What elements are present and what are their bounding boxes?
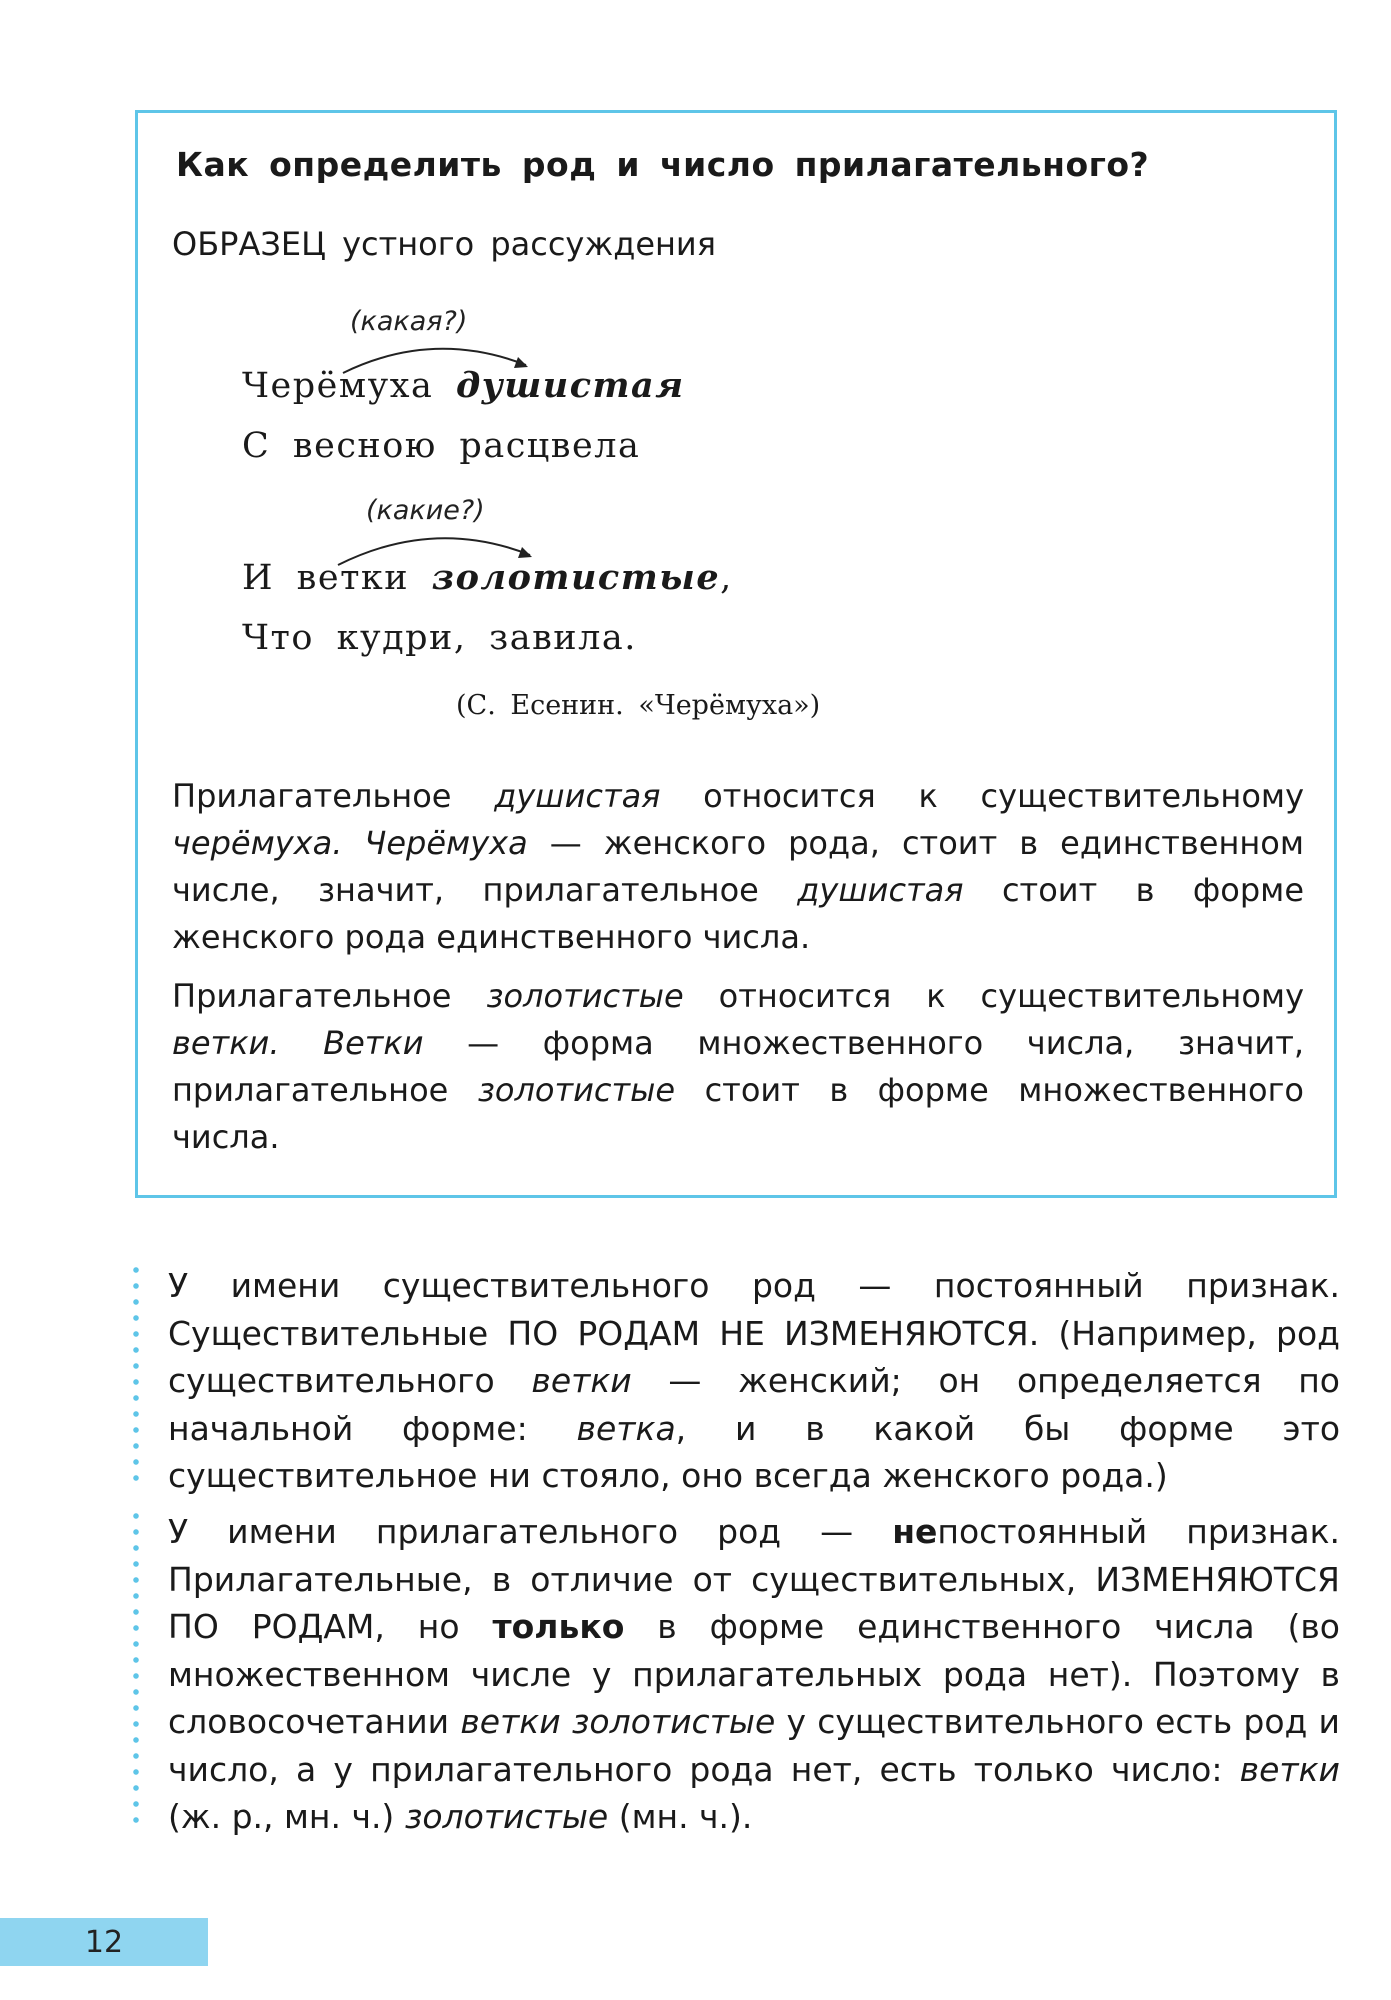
p2-italic-3: золотистые xyxy=(477,1071,676,1109)
p2-italic-1: золотистые xyxy=(486,977,684,1015)
p2-text-3: — форма множественного числа, значит, прилагательное xyxy=(172,1024,1305,1109)
p2-text-2: относится к существительному xyxy=(683,977,1304,1015)
r1-text-3: , и в какой бы форме это существительное ни стояло, оно всегда женского рода.) xyxy=(168,1408,1341,1495)
r2-text-3: в форме единственного числа (во множественном числе у прилагательных рода нет). Поэтому в словосочетании xyxy=(168,1607,1340,1741)
poem-adjective-zolotistye: золотистые xyxy=(431,557,721,598)
p1-italic-1: душистая xyxy=(494,777,661,815)
poem-line-1 xyxy=(242,365,685,406)
explanation-paragraph-2 xyxy=(172,973,1304,1161)
r1-italic-2: ветка xyxy=(576,1408,676,1448)
r2-italic-2: ветки xyxy=(1239,1749,1340,1789)
r1-text-1: У имени существительного род — постоянный признак. Существительные ПО РОДАМ НЕ ИЗМЕНЯЮТСЯ. (Например, род существительного xyxy=(168,1266,1340,1400)
r2-italic-3: золотистые xyxy=(404,1797,609,1836)
page-number: 12 xyxy=(84,1924,124,1960)
r2-text-2: постоянный признак. Прилагательные, в отличие от существительных, ИЗМЕНЯЮТСЯ ПО РОДАМ, но xyxy=(168,1512,1340,1646)
r2-text-5: (ж. р., мн. ч.) xyxy=(168,1797,405,1836)
explanation-paragraph-1 xyxy=(172,773,1304,961)
poem-line-3-comma: , xyxy=(720,558,733,598)
p1-italic-2: черёмуха. Черёмуха xyxy=(172,824,528,862)
p1-italic-3: душистая xyxy=(797,871,964,909)
p1-text-3: — женского рода, стоит в единственном числе, значит, прилагательное xyxy=(172,824,1305,909)
p2-text-4: стоит в форме множественного числа. xyxy=(172,1071,1305,1156)
rule-1-dotted-marker xyxy=(133,1262,139,1490)
poem-line-4: Что кудри, завила. xyxy=(242,618,637,658)
question-kakaya: (какая?) xyxy=(350,306,468,337)
rule-box xyxy=(135,110,1337,1198)
poem-citation: (С. Есенин. «Черёмуха») xyxy=(456,690,821,721)
rule-noun-gender xyxy=(168,1262,1340,1500)
p2-text-1: Прилагательное xyxy=(172,977,487,1015)
r1-text-2: — женский; он определяется по начальной форме: xyxy=(168,1361,1340,1448)
rule-2-dotted-marker xyxy=(133,1508,139,1830)
r2-bold-tolko: только xyxy=(492,1607,625,1646)
r2-italic-1: ветки золотистые xyxy=(460,1702,776,1741)
p1-text-4: стоит в форме женского рода единственного числа. xyxy=(172,871,1304,956)
poem-line-3 xyxy=(242,557,733,598)
r1-italic-1: ветки xyxy=(531,1361,632,1400)
rule-adjective-gender xyxy=(168,1508,1340,1841)
r2-text-4: у существительного есть род и число, а у прилагательного рода нет, есть только число: xyxy=(168,1702,1340,1789)
box-title: Как определить род и число прилагательного? xyxy=(176,145,1150,184)
question-kakie: (какие?) xyxy=(366,495,485,526)
r2-text-6: (мн. ч.). xyxy=(608,1797,753,1836)
p2-italic-2: ветки. Ветки xyxy=(172,1024,424,1062)
p1-text-2: относится к существительному xyxy=(660,777,1305,815)
poem-line-2: С весною расцвела xyxy=(242,426,641,466)
poem-line-3-text: И ветки xyxy=(242,558,432,598)
poem-line-1-text: Черёмуха xyxy=(242,366,456,406)
poem-adjective-dushistaya: душистая xyxy=(455,365,685,406)
page-number-tab xyxy=(0,1918,208,1966)
r2-text-1: У имени прилагательного род — xyxy=(168,1512,893,1551)
r2-bold-ne: не xyxy=(892,1512,938,1551)
box-subtitle: ОБРАЗЕЦ устного рассуждения xyxy=(172,225,716,263)
p1-text-1: Прилагательное xyxy=(172,777,495,815)
